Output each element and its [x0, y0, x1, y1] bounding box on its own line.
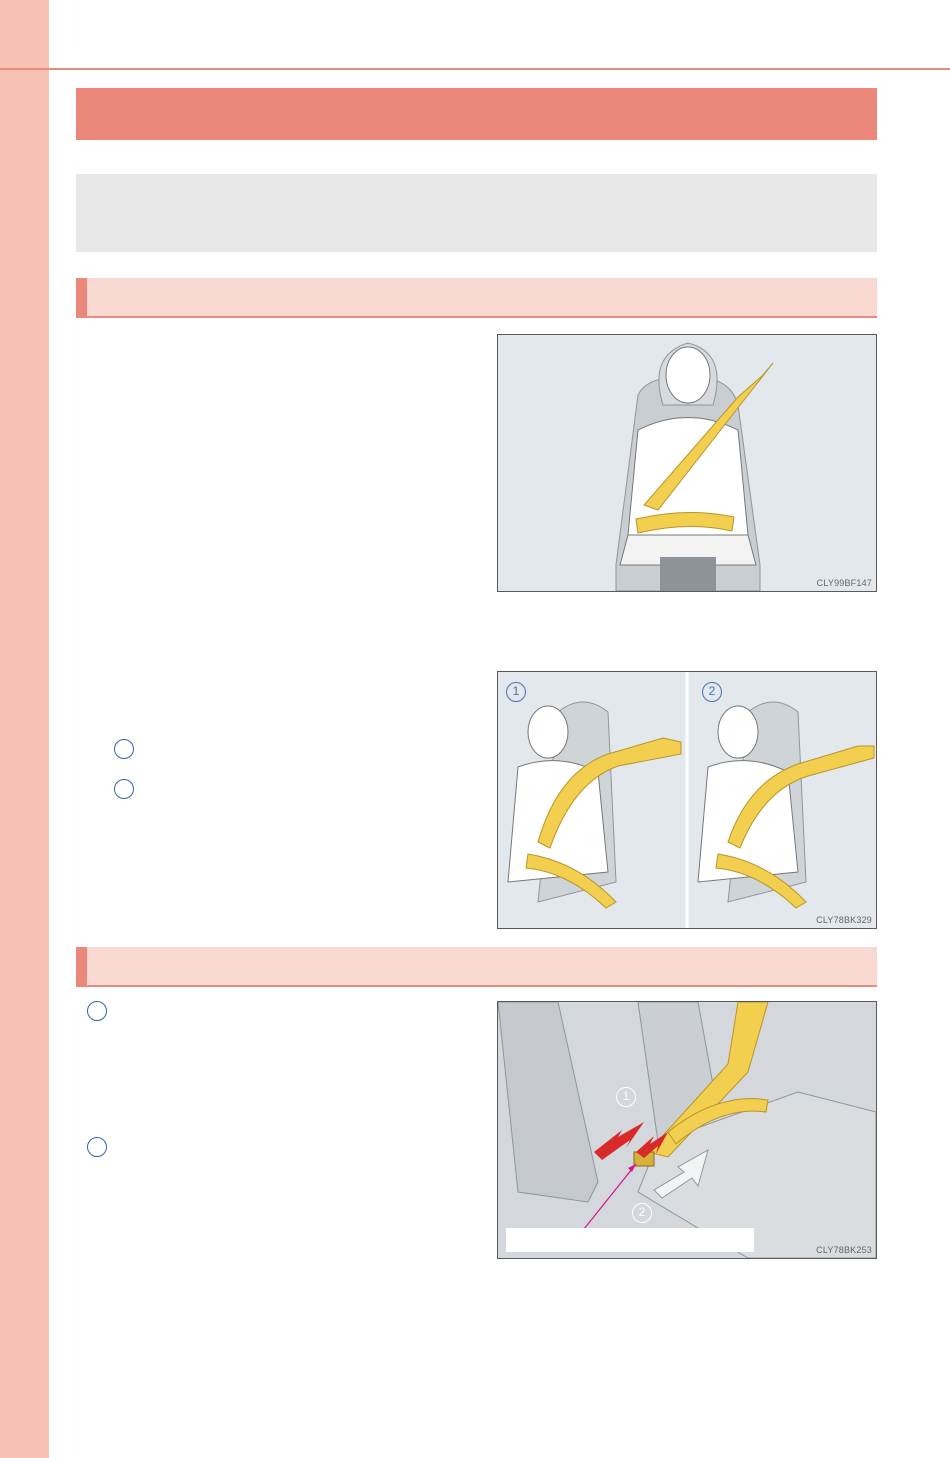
panel-1-badge: 1	[506, 682, 526, 702]
side-tab	[0, 0, 49, 1458]
step-marker	[114, 779, 134, 799]
section-heading-accent	[76, 278, 87, 316]
figure-label-box	[506, 1228, 754, 1252]
figure-belt-positions	[497, 671, 877, 929]
belt-release-illustration	[498, 1002, 876, 1258]
page-title-bar	[76, 88, 877, 140]
step-marker	[114, 739, 134, 759]
section-heading-accent	[76, 947, 87, 985]
step-marker	[87, 1137, 107, 1157]
figure-belt-release	[497, 1001, 877, 1259]
step-marker	[87, 1001, 107, 1021]
section-heading-1	[76, 278, 877, 318]
figure-code: CLY99BF147	[816, 578, 872, 588]
figure-code: CLY78BK329	[816, 915, 872, 925]
figure-seat-belt-posture	[497, 334, 877, 592]
header-rule	[0, 68, 950, 70]
occupant-illustration	[498, 335, 876, 591]
intro-box	[76, 174, 877, 252]
belt-positions-illustration	[498, 672, 876, 928]
callout-1-badge: 1	[616, 1087, 636, 1107]
callout-2-badge: 2	[632, 1203, 652, 1223]
section-heading-2	[76, 947, 877, 987]
figure-code: CLY78BK253	[816, 1245, 872, 1255]
panel-2-badge: 2	[702, 682, 722, 702]
